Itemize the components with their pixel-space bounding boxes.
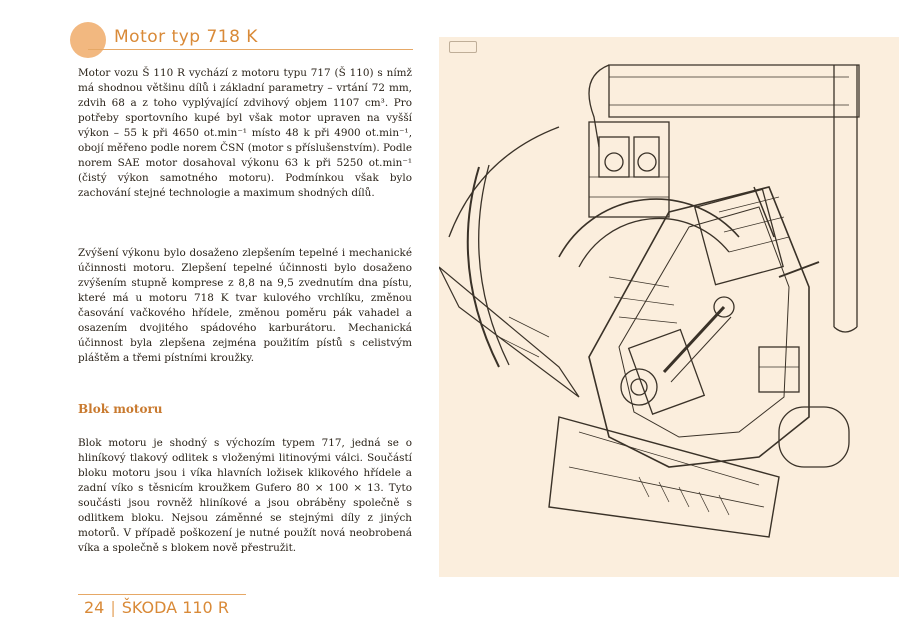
section-heading: Blok motoru bbox=[78, 402, 163, 416]
footer-rule bbox=[78, 594, 246, 595]
intro-paragraph-2: Zvýšení výkonu bylo dosaženo zlepšením tepelné i mechanické účinnosti motoru. Zlepšení tepelné účinnosti bylo dosaženo zvýšením stupně komprese z 8,8 na 9,5 zvednutím dna pístu, které má u motoru 718 K tvar kulového vrchlíku, změnou časování vačkového hřídele, změnou poměru pák vahadel a osazením dvojitého spádového karburátoru. Mechanická účinnost byla zlepšena zejména použitím pístů s celistvým pláštěm a třemi pístními kroužky. bbox=[78, 247, 412, 364]
header-circle-decoration bbox=[70, 22, 106, 58]
page-title: Motor typ 718 K bbox=[114, 27, 258, 47]
page-number: 24 bbox=[84, 598, 105, 617]
intro-paragraph-1: Motor vozu Š 110 R vychází z motoru typu 717 (Š 110) s nímž má shodnou většinu dílů i základní parametry – vrtání 72 mm, zdvih 68 a z toho vyplývající zdvihový objem 1107 cm³. Pro potřeby sportovního kupé byl však motor upraven na vyšší výkon – 55 k při 4650 ot.min⁻¹ místo 48 k při 4900 ot.min⁻¹, obojí měřeno podle norem ČSN (motor s příslušenstvím). Podle norem SAE motor dosahoval výkonu 63 k při 5250 ot.min⁻¹ (čistý výkon samotného motoru). Podmínkou však bylo zachování stejné technologie a maximum shodných dílů. bbox=[78, 67, 412, 199]
footer-separator: | bbox=[110, 598, 116, 617]
engine-illustration bbox=[439, 37, 899, 577]
engine-cutaway-drawing bbox=[439, 37, 899, 577]
page-footer bbox=[84, 598, 229, 617]
header-rule bbox=[88, 49, 413, 50]
section-paragraph: Blok motoru je shodný s výchozím typem 717, jedná se o hliníkový tlakový odlitek s vloženými litinovými válci. Součástí bloku motoru jsou i víka hlavních ložisek klikového hřídele a zadní víko s těsnicím kroužkem Gufero 80 × 100 × 13. Tyto součásti jsou rovněž hliníkové a jsou obráběny společně s odlitkem bloku. Nejsou záměnné se stejnými díly z jiných motorů. V případě poškození je nutné použít nová neobrobená víka a společně s blokem nově přestružit. bbox=[78, 437, 412, 554]
book-title: ŠKODA 110 R bbox=[121, 598, 229, 617]
